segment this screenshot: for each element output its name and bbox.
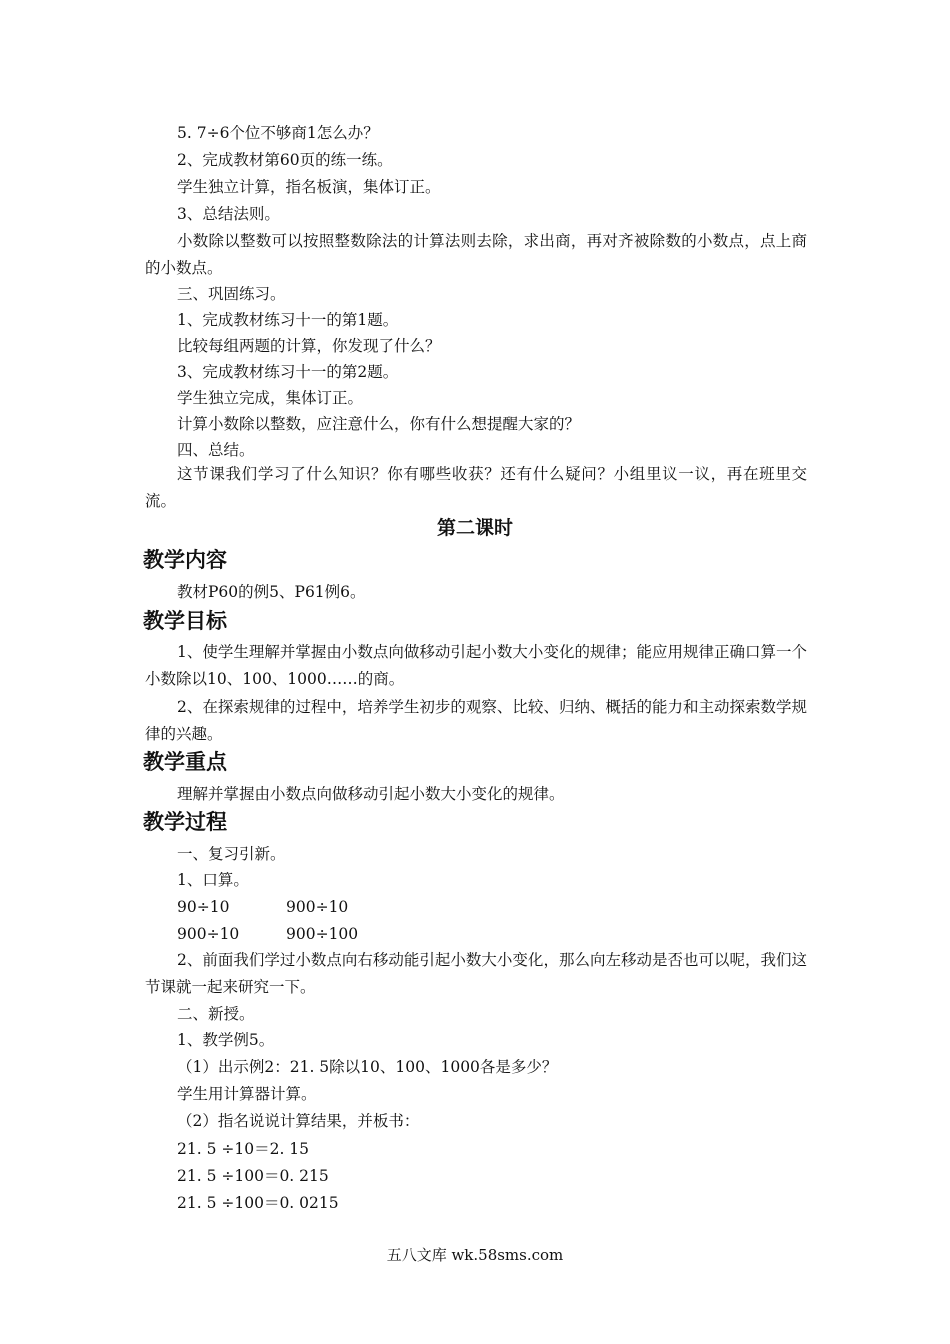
paragraph: 1、口算。: [177, 871, 249, 889]
heading-content: 教学内容: [143, 548, 227, 572]
paragraph: 四、总结。: [177, 441, 255, 459]
paragraph: 比较每组两题的计算，你发现了什么？: [177, 337, 441, 355]
calc-item: 900÷10: [286, 898, 349, 916]
heading-key: 教学重点: [143, 750, 227, 774]
paragraph: 3、完成教材练习十一的第2题。: [177, 363, 399, 381]
paragraph: （1）出示例2：21. 5除以10、100、1000各是多少？: [177, 1058, 558, 1076]
paragraph-summary: 这节课我们学习了什么知识？你有哪些收获？还有什么疑问？小组里议一议，再在班里交流。: [145, 465, 807, 510]
paragraph-goal-2: 2、在探索规律的过程中，培养学生初步的观察、比较、归纳、概括的能力和主动探索数学规律的兴趣。: [145, 698, 807, 743]
section-title: 第二课时: [436, 517, 513, 539]
paragraph: 1、完成教材练习十一的第1题。: [177, 311, 399, 329]
paragraph: 二、新授。: [177, 1005, 255, 1023]
paragraph: 学生用计算器计算。: [177, 1085, 317, 1103]
footer-watermark: 五八文库 wk.58sms.com: [386, 1246, 564, 1264]
paragraph: 一、复习引新。: [177, 845, 286, 863]
heading-process: 教学过程: [143, 810, 227, 834]
equation: 21. 5 ÷10＝2. 15: [177, 1140, 310, 1158]
paragraph: 理解并掌握由小数点向做移动引起小数大小变化的规律。: [177, 785, 565, 803]
paragraph-intro: 2、前面我们学过小数点向右移动能引起小数大小变化，那么向左移动是否也可以呢，我们这节课就一起来研究一下。: [145, 951, 807, 996]
paragraph: 2、完成教材第60页的练一练。: [177, 151, 393, 169]
paragraph: 1、教学例5。: [177, 1031, 275, 1049]
equation: 21. 5 ÷100＝0. 0215: [177, 1194, 339, 1212]
paragraph: 5. 7÷6个位不够商1怎么办？: [177, 124, 379, 142]
paragraph-goal-1: 1、使学生理解并掌握由小数点向做移动引起小数大小变化的规律；能应用规律正确口算一个小数除以10、100、1000……的商。: [145, 643, 807, 688]
paragraph: 学生独立完成，集体订正。: [177, 389, 364, 407]
paragraph: 计算小数除以整数，应注意什么，你有什么想提醒大家的？: [177, 415, 581, 433]
calc-item: 900÷10: [177, 925, 240, 943]
paragraph-rule: 小数除以整数可以按照整数除法的计算法则去除，求出商，再对齐被除数的小数点，点上商的小数点。: [145, 232, 807, 277]
equation: 21. 5 ÷100＝0. 215: [177, 1167, 329, 1185]
calc-item: 900÷100: [286, 925, 359, 943]
paragraph: 三、巩固练习。: [177, 285, 286, 303]
heading-goals: 教学目标: [143, 609, 227, 633]
paragraph: 3、总结法则。: [177, 205, 280, 223]
calc-item: 90÷10: [177, 898, 230, 916]
paragraph: 教材P60的例5、P61例6。: [177, 583, 366, 601]
paragraph: 学生独立计算，指名板演，集体订正。: [177, 178, 441, 196]
paragraph: （2）指名说说计算结果，并板书：: [177, 1112, 420, 1130]
